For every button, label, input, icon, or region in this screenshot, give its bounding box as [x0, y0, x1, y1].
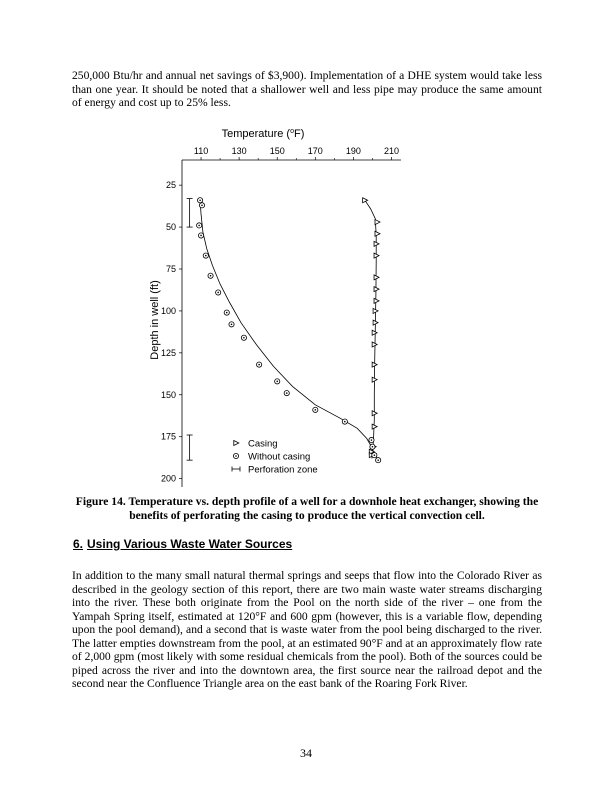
without-casing-point — [216, 290, 221, 295]
y-tick-label: 50 — [165, 222, 176, 233]
marker-dot — [217, 292, 219, 294]
y-tick-label: 150 — [160, 389, 176, 400]
body-paragraph: In addition to the many small natural thermal springs and seeps that flow into the Colorado River as described in the geology section of this report, there are two main waste water streams discharging into the river. These both originate from the Pool on the north side of the river – one from the Yampah Spring itself, estimated at 120°F and 600 gpm (however, this is a variable flow, depending upon the pool demand), and a second that is waste water from the pool being discharged to the river. The latter empties downstream from the pool, at an estimated 90°F and at an approximately flow rate of 2,000 gpm (most likely with some residual chemicals from the pool). Both of the sources could be piped across the river and into the downtown area, the first source near the railroad depot and the second near the Confluence Triangle area on the east bank of the Roaring Fork River. — [72, 569, 542, 690]
without-casing-point — [197, 198, 202, 203]
section-number: 6. — [73, 537, 84, 551]
y-tick-label: 175 — [160, 431, 176, 442]
marker-dot — [344, 421, 346, 423]
fit-curves — [200, 200, 378, 460]
section-title: Using Various Waste Water Sources — [87, 537, 293, 551]
legend-label: Perforation zone — [248, 464, 318, 476]
without-casing-point — [370, 444, 375, 449]
marker-dot — [200, 235, 202, 237]
marker-dot — [210, 275, 212, 277]
chart-legend — [232, 439, 318, 476]
marker-dot — [377, 459, 379, 461]
without-casing-point — [229, 322, 234, 327]
section-heading — [73, 537, 292, 551]
without-casing-point — [257, 362, 262, 367]
marker-dot — [226, 312, 228, 314]
marker-dot — [372, 446, 374, 448]
marker-dot — [258, 364, 260, 366]
without-casing-point — [372, 453, 377, 458]
marker-dot — [315, 409, 317, 411]
y-tick-label: 200 — [160, 473, 176, 484]
without-casing-point — [342, 419, 347, 424]
x-tick-label: 130 — [231, 146, 247, 156]
without-casing-point — [284, 390, 289, 395]
y-tick-label: 25 — [165, 180, 176, 191]
without-casing-point — [376, 458, 381, 463]
chart-title-prefix: Temperature ( — [221, 128, 291, 140]
figure-caption: Figure 14. Temperature vs. depth profile of a well for a downhole heat exchanger, showing the benefits of perforating the casing to produce the vertical convection cell. — [75, 495, 539, 522]
casing-point — [374, 298, 379, 303]
without-casing-point — [203, 253, 208, 258]
marker-dot — [199, 199, 201, 201]
x-tick-label: 210 — [383, 146, 399, 156]
legend-label: Without casing — [248, 451, 311, 463]
marker-dot — [235, 455, 237, 457]
fit-curve — [200, 200, 378, 460]
x-tick-label: 170 — [307, 146, 323, 156]
legend-label: Casing — [248, 438, 278, 450]
without-casing-point — [208, 273, 213, 278]
casing-point — [363, 198, 368, 203]
perforation-zones — [187, 199, 193, 461]
x-axis-ticks — [194, 146, 399, 160]
y-tick-label: 75 — [165, 264, 176, 274]
y-tick-label: 100 — [160, 305, 176, 316]
chart-frame — [182, 160, 401, 487]
without-casing-point — [198, 233, 203, 238]
casing-point — [372, 424, 377, 429]
marker-dot — [371, 439, 373, 441]
y-tick-label: 125 — [160, 347, 176, 358]
without-casing-point — [199, 203, 204, 208]
chart-title — [222, 128, 305, 140]
marker-dot — [276, 381, 278, 383]
casing-point — [374, 275, 379, 280]
marker-dot — [205, 255, 207, 257]
legend-without-casing-symbol — [233, 453, 238, 458]
casing-point — [372, 330, 377, 335]
without-casing-point — [313, 407, 318, 412]
casing-point — [375, 220, 380, 225]
marker-dot — [374, 454, 376, 456]
y-axis-label: Depth in well (ft) — [149, 280, 161, 360]
marker-dot — [286, 392, 288, 394]
marker-dot — [243, 337, 245, 339]
casing-point — [374, 287, 379, 292]
chart-title-sup: o — [290, 128, 294, 135]
marker-dot — [201, 204, 203, 206]
x-tick-label: 150 — [269, 146, 285, 156]
without-casing-point — [241, 335, 246, 340]
y-axis-ticks — [161, 180, 182, 483]
without-casing-point — [275, 379, 280, 384]
chart-title-suffix: F) — [294, 128, 305, 140]
marker-dot — [231, 324, 233, 326]
intro-paragraph: 250,000 Btu/hr and annual net savings of $3,900). Implementation of a DHE system would take less than one year. It should be noted that a shallower well and less pipe may produce the same amount of energy and cost up to 25% less. — [72, 69, 542, 109]
legend-casing-symbol — [234, 441, 239, 446]
page-number: 34 — [300, 746, 312, 760]
x-tick-label: 110 — [193, 146, 209, 156]
casing-point — [375, 231, 380, 236]
without-casing-point — [369, 437, 374, 442]
without-casing-point — [224, 310, 229, 315]
marker-dot — [198, 225, 200, 227]
data-points — [197, 198, 381, 463]
fit-curve — [365, 200, 376, 458]
without-casing-point — [197, 223, 202, 228]
x-tick-label: 190 — [345, 146, 361, 156]
